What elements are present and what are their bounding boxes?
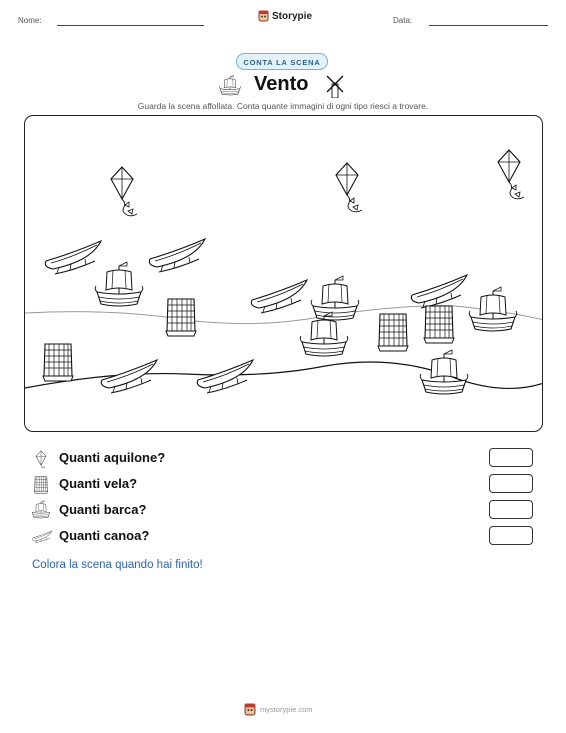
answer-box[interactable] [489, 448, 533, 467]
canoe-icon [411, 275, 467, 308]
instructions: Guarda la scena affollata. Conta quante immagini di ogni tipo riesci a trovare. [137, 101, 429, 111]
footer [244, 703, 313, 716]
kite-icon [111, 167, 137, 216]
coloring-note: Colora la scena quando hai finito! [32, 559, 203, 571]
counting-scene[interactable] [24, 115, 543, 432]
question-row [32, 526, 535, 548]
question-label: Quanti vela? [59, 476, 138, 491]
answer-box[interactable] [489, 500, 533, 519]
canoe-icon [32, 526, 52, 546]
question-row [32, 500, 535, 522]
brand-logo [258, 10, 312, 22]
storypie-mascot-icon [244, 703, 256, 716]
date-label: Data: [393, 16, 413, 25]
question-label: Quanti canoa? [59, 528, 150, 543]
question-row [32, 474, 535, 496]
category-badge: CONTA LA SCENA [236, 53, 328, 70]
sailboat-icon [32, 500, 50, 520]
sailboat-icon [311, 276, 359, 320]
sailboat-icon [469, 287, 517, 331]
question-label: Quanti aquilone? [59, 450, 166, 465]
storypie-mascot-icon [258, 10, 269, 22]
canoe-icon [149, 239, 205, 272]
sail-icon [378, 314, 408, 351]
name-label: Nome: [18, 16, 42, 25]
sailboat-icon [218, 74, 242, 98]
canoe-icon [45, 241, 101, 274]
canoe-icon [251, 280, 307, 313]
question-label: Quanti barca? [59, 502, 147, 517]
scene-illustration [25, 116, 543, 432]
name-line[interactable] [57, 25, 204, 26]
kite-icon [336, 163, 362, 212]
windmill-icon [323, 74, 347, 98]
sailboat-icon [95, 262, 143, 306]
sail-icon [32, 474, 50, 494]
canoe-icon [197, 360, 253, 393]
kite-icon [32, 448, 50, 468]
brand-name: Storypie [272, 10, 313, 22]
sailboat-icon [420, 350, 468, 394]
date-line[interactable] [429, 25, 548, 26]
kite-icon [498, 150, 524, 199]
sail-icon [166, 299, 196, 336]
answer-box[interactable] [489, 526, 533, 545]
question-row [32, 448, 535, 470]
page-title: Vento [254, 73, 309, 95]
footer-url[interactable]: mystorypie.com [260, 705, 313, 714]
answer-box[interactable] [489, 474, 533, 493]
sail-icon [424, 306, 454, 343]
sail-icon [43, 344, 73, 381]
